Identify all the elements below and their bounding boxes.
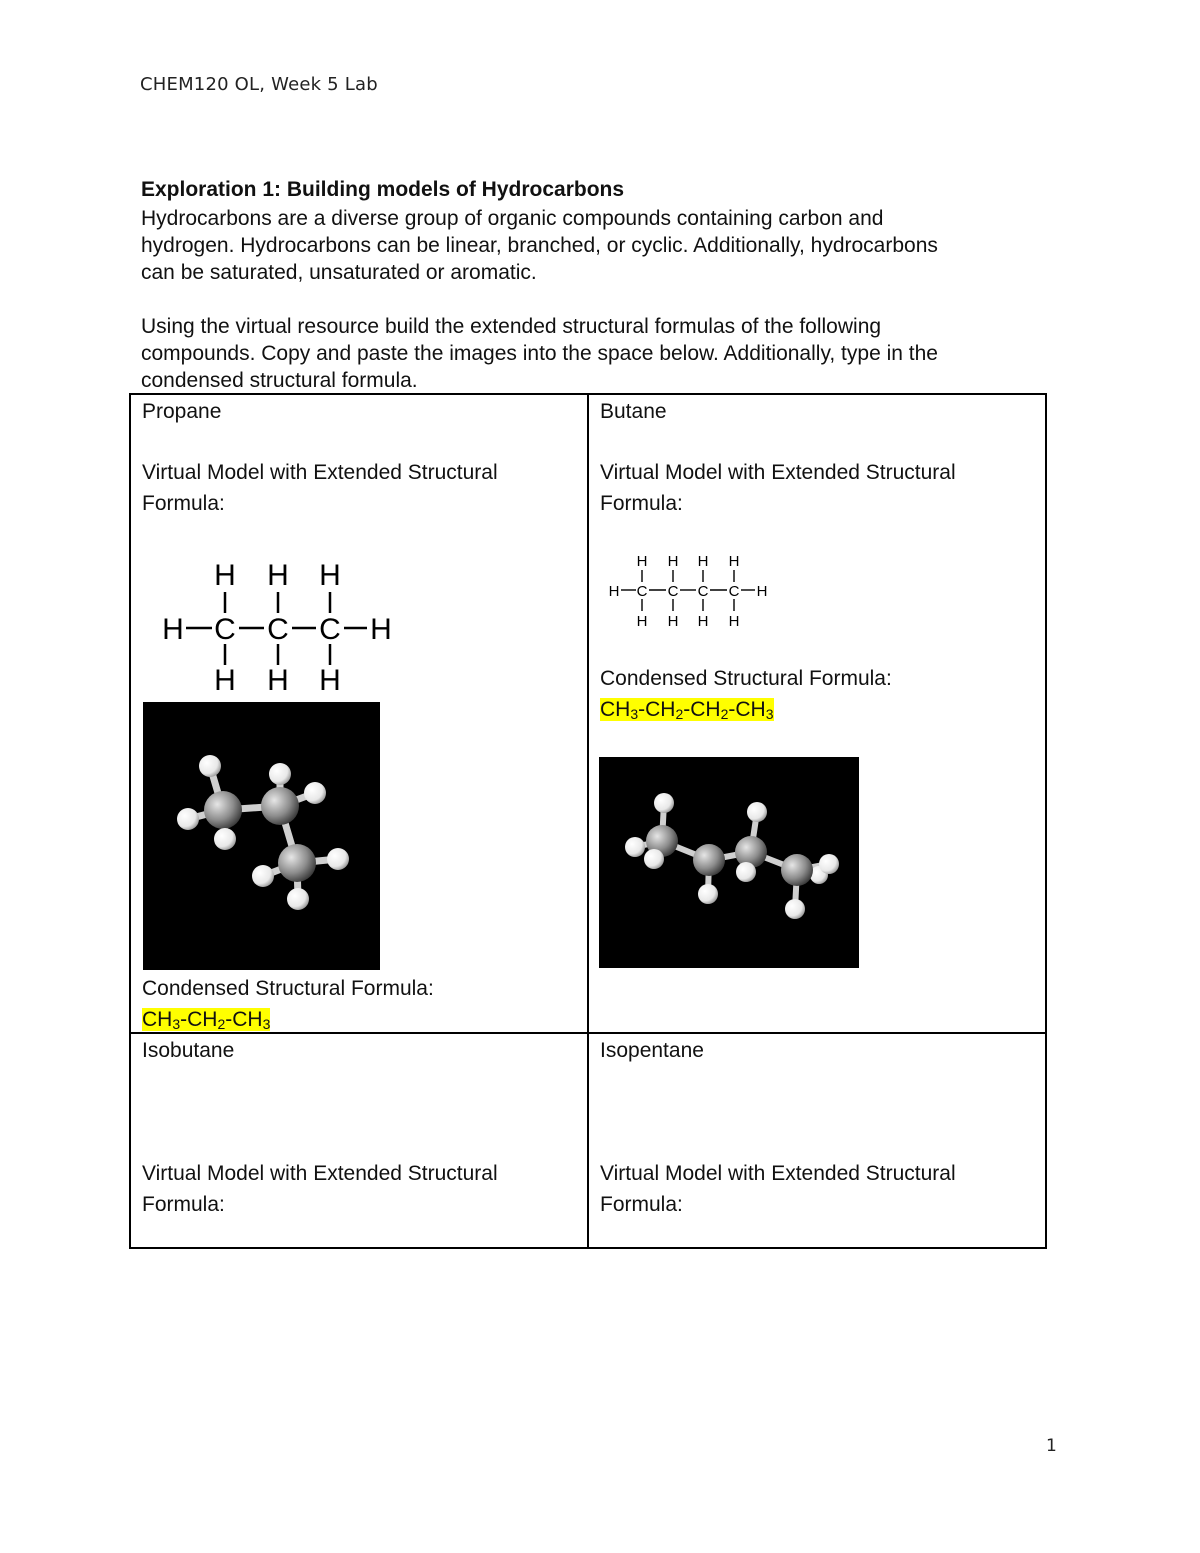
hydrogen-atom	[785, 899, 805, 919]
atom-c: C	[636, 583, 648, 600]
table-row	[130, 394, 1046, 1033]
carbon-atom	[693, 844, 725, 876]
atom-h: H	[214, 664, 236, 695]
compound-table	[129, 393, 1047, 1249]
atom-c: C	[214, 613, 236, 646]
intro-paragraph	[141, 205, 1071, 286]
atom-h: H	[319, 559, 341, 592]
atom-h: H	[319, 664, 341, 695]
isobutane-cell[interactable]	[130, 1033, 588, 1248]
atom-h: H	[636, 613, 648, 630]
hydrogen-atom	[625, 837, 645, 857]
model-label: Formula:	[600, 492, 683, 515]
carbon-atom	[261, 787, 299, 825]
atom-c: C	[728, 583, 740, 600]
atom-h: H	[756, 583, 768, 600]
carbon-atom	[781, 854, 813, 886]
page-number: 1	[1046, 1436, 1057, 1456]
butane-3d-model	[599, 757, 859, 968]
hydrogen-atom	[252, 865, 274, 887]
model-label: Formula:	[142, 1193, 225, 1216]
hydrogen-atom	[736, 862, 756, 882]
page-header: CHEM120 OL, Week 5 Lab	[140, 74, 378, 95]
carbon-atom	[278, 844, 316, 882]
butane-cell[interactable]	[588, 394, 1046, 1033]
model-label: Formula:	[600, 1193, 683, 1216]
model-label: Virtual Model with Extended Structural	[142, 1162, 498, 1185]
isopentane-cell[interactable]	[588, 1033, 1046, 1248]
hydrogen-atom	[654, 793, 674, 813]
hydrogen-atom	[177, 808, 199, 830]
atom-h: H	[697, 613, 709, 630]
model-label: Virtual Model with Extended Structural	[142, 461, 498, 484]
hydrogen-atom	[644, 849, 664, 869]
hydrogen-atom	[199, 755, 221, 777]
hydrogen-atom	[747, 802, 767, 822]
condensed-label: Condensed Structural Formula:	[600, 667, 892, 690]
atom-h: H	[667, 553, 679, 570]
atom-h: H	[370, 613, 392, 646]
hydrogen-atom	[269, 763, 291, 785]
atom-h: H	[267, 559, 289, 592]
atom-h: H	[728, 613, 740, 630]
butane-condensed-formula[interactable]: $CH_3-CH_2-CH_2-CH_3$	[600, 698, 774, 722]
model-label: Formula:	[142, 492, 225, 515]
atom-h: H	[162, 613, 184, 646]
intro-line: Hydrocarbons are a diverse group of organic compounds containing carbon and	[141, 207, 884, 230]
instruction-line: Using the virtual resource build the extended structural formulas of the following	[141, 315, 882, 338]
propane-condensed-formula[interactable]: $CH_3-CH_2-CH_3$	[142, 1008, 271, 1032]
atom-h: H	[636, 553, 648, 570]
atom-c: C	[319, 613, 341, 646]
compound-name: Isopentane	[600, 1039, 704, 1062]
condensed-label: Condensed Structural Formula:	[142, 977, 434, 1000]
compound-name: Isobutane	[142, 1039, 235, 1062]
instruction-line: compounds. Copy and paste the images into the space below. Additionally, type in the	[141, 342, 938, 365]
atom-c: C	[267, 613, 289, 646]
instruction-paragraph	[141, 313, 1071, 394]
propane-structural-formula	[159, 555, 399, 695]
atom-h: H	[697, 553, 709, 570]
hydrogen-atom	[214, 828, 236, 850]
atom-h: H	[728, 553, 740, 570]
hydrogen-atom	[327, 848, 349, 870]
carbon-atom	[204, 791, 242, 829]
carbon-atom	[735, 836, 767, 868]
atom-h: H	[267, 664, 289, 695]
propane-cell[interactable]	[130, 394, 588, 1033]
table-row	[130, 1033, 1046, 1248]
exploration-title: Exploration 1: Building models of Hydrocarbons	[141, 178, 625, 201]
compound-name: Propane	[142, 400, 222, 423]
instruction-line: condensed structural formula.	[141, 369, 418, 392]
hydrogen-atom	[819, 854, 839, 874]
model-label: Virtual Model with Extended Structural	[600, 461, 956, 484]
butane-structural-formula	[604, 550, 774, 630]
hydrogen-atom	[304, 782, 326, 804]
intro-line: hydrogen. Hydrocarbons can be linear, branched, or cyclic. Additionally, hydrocarbons	[141, 234, 938, 257]
atom-c: C	[667, 583, 679, 600]
propane-3d-model	[143, 702, 380, 970]
atom-h: H	[667, 613, 679, 630]
hydrogen-atom	[698, 884, 718, 904]
hydrogen-atom	[287, 888, 309, 910]
model-label: Virtual Model with Extended Structural	[600, 1162, 956, 1185]
atom-h: H	[608, 583, 620, 600]
intro-line: can be saturated, unsaturated or aromatic.	[141, 261, 537, 284]
atom-c: C	[697, 583, 709, 600]
compound-name: Butane	[600, 400, 667, 423]
atom-h: H	[214, 559, 236, 592]
